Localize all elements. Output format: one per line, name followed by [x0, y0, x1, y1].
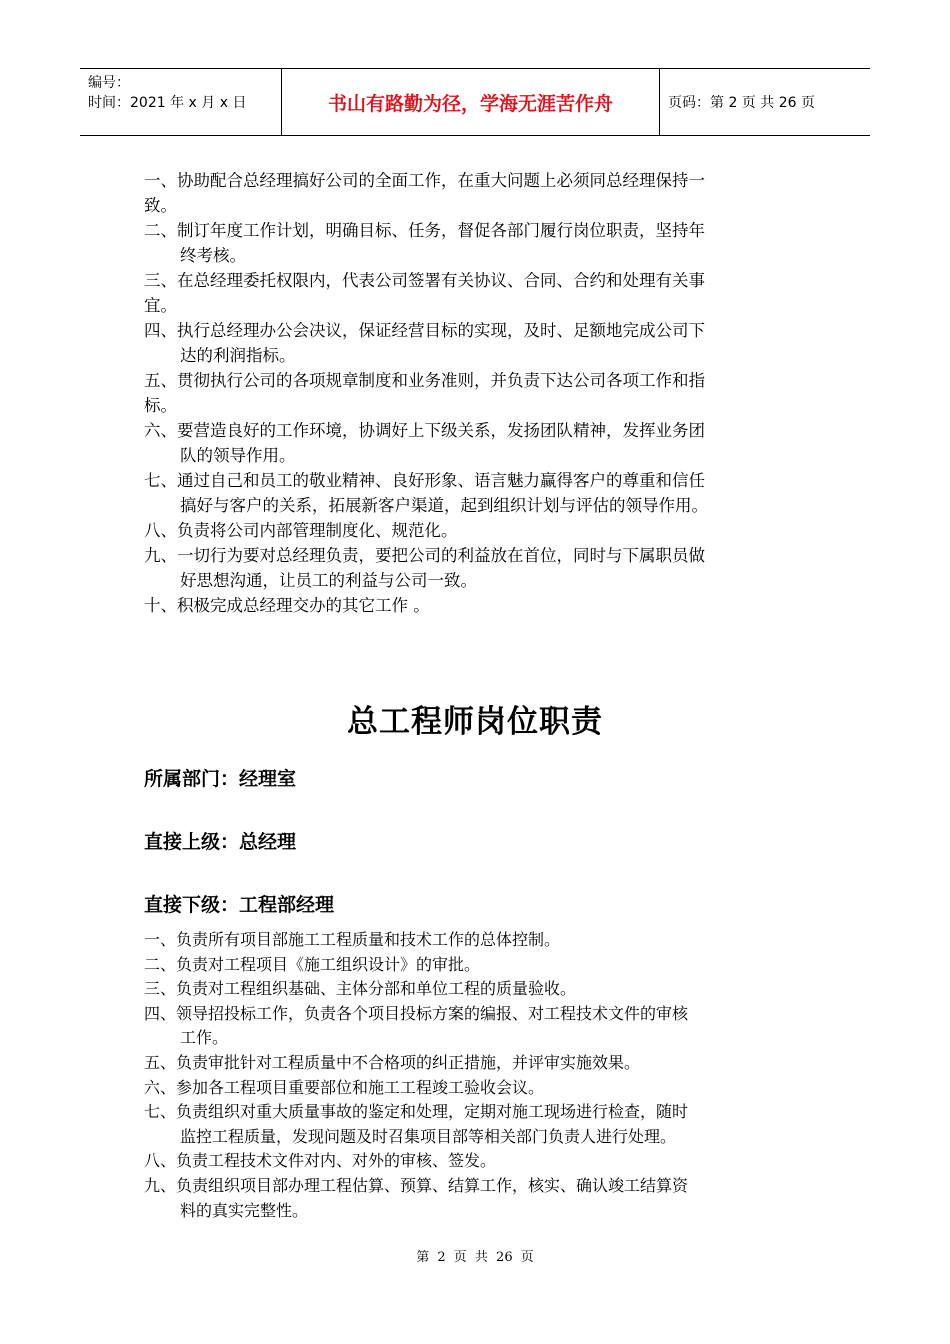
superior-line: 直接上级：总经理: [144, 831, 297, 853]
duty-item-line: 三、负责对工程组织基础、主体分部和单位工程的质量验收。: [144, 979, 577, 999]
duty-item-line: 八、负责将公司内部管理制度化、规范化。: [144, 521, 458, 540]
duty-item-continuation: 监控工程质量，发现问题及时召集项目部等相关部门负责人进行处理。: [180, 1126, 677, 1146]
duty-item: [144, 418, 814, 468]
duty-item-continuation: 好思想沟通，让员工的利益与公司一致。: [180, 571, 477, 590]
duty-item: [144, 368, 814, 418]
header-info-cell: [80, 69, 282, 135]
motto-text: 书山有路勤为径，学海无涯苦作舟: [327, 92, 613, 115]
duty-item: [144, 1100, 814, 1149]
department-line: 所属部门：经理室: [144, 768, 297, 790]
duty-item-line: 二、负责对工程项目《施工组织设计》的审批。: [144, 954, 481, 974]
duty-item: [144, 977, 814, 1002]
duty-item: [144, 1076, 814, 1101]
time-label: 时间：2021 年 x 月 x 日: [88, 95, 247, 111]
duty-item-line: 十、积极完成总经理交办的其它工作 。: [144, 596, 430, 615]
duty-item: [144, 928, 814, 953]
duty-item-line: 一、协助配合总经理搞好公司的全面工作，在重大问题上必须同总经理保持一: [144, 171, 705, 190]
duty-item: [144, 1174, 814, 1223]
duty-list-chief-engineer: [144, 928, 814, 1223]
duty-item-line: 五、贯彻执行公司的各项规章制度和业务准则，并负责下达公司各项工作和指: [144, 371, 705, 390]
duty-item-line: 九、一切行为要对总经理负责，要把公司的利益放在首位，同时与下属职员做: [144, 546, 705, 565]
duty-item: [144, 468, 814, 518]
duty-item-line: 七、负责组织对重大质量事故的鉴定和处理，定期对施工现场进行检查，随时: [144, 1102, 689, 1122]
duty-item: [144, 218, 814, 268]
duty-item-line: 九、负责组织项目部办理工程估算、预算、结算工作，核实、确认竣工结算资: [144, 1175, 689, 1195]
duty-item-continuation: 标。: [144, 396, 177, 415]
page-info: 页码：第 2 页 共 26 页: [668, 95, 815, 111]
duty-item: [144, 1051, 814, 1076]
duty-item: [144, 168, 814, 218]
page-header: [80, 68, 870, 136]
duty-list-deputy-manager: [144, 168, 814, 618]
duty-item-continuation: 达的利润指标。: [180, 346, 296, 365]
section-title: 总工程师岗位职责: [347, 704, 603, 740]
duty-item-continuation: 致。: [144, 196, 177, 215]
duty-item: [144, 1149, 814, 1174]
duty-item-line: 六、要营造良好的工作环境，协调好上下级关系，发扬团队精神，发挥业务团: [144, 421, 705, 440]
duty-item-line: 三、在总经理委托权限内，代表公司签署有关协议、合同、合约和处理有关事: [144, 271, 705, 290]
duty-item-continuation: 队的领导作用。: [180, 446, 296, 465]
duty-item: [144, 318, 814, 368]
duty-item-line: 二、制订年度工作计划，明确目标、任务，督促各部门履行岗位职责，坚持年: [144, 221, 705, 240]
duty-item-line: 一、负责所有项目部施工工程质量和技术工作的总体控制。: [144, 930, 561, 949]
duty-item: [144, 593, 814, 618]
page-footer: 第 2 页 共 26 页: [416, 1250, 534, 1265]
duty-item-continuation: 宜。: [144, 296, 177, 315]
duty-item-continuation: 工作。: [180, 1028, 229, 1048]
duty-item: [144, 268, 814, 318]
duty-item-line: 五、负责审批针对工程质量中不合格项的纠正措施，并评审实施效果。: [144, 1052, 641, 1072]
duty-item-line: 四、领导招投标工作，负责各个项目投标方案的编报、对工程技术文件的审核: [144, 1003, 689, 1023]
duty-item: [144, 518, 814, 543]
duty-item-line: 六、参加各工程项目重要部位和施工工程竣工验收会议。: [144, 1077, 545, 1097]
duty-item-continuation: 料的真实完整性。: [180, 1200, 309, 1220]
duty-item: [144, 543, 814, 593]
duty-item-continuation: 搞好与客户的关系，拓展新客户渠道，起到组织计划与评估的领导作用。: [180, 496, 708, 515]
duty-item-line: 八、负责工程技术文件对内、对外的审核、签发。: [144, 1151, 497, 1171]
duty-item-continuation: 终考核。: [180, 246, 246, 265]
subordinate-line: 直接下级：工程部经理: [144, 894, 335, 916]
number-label: 编号：: [88, 75, 130, 91]
duty-item: [144, 953, 814, 978]
duty-item-line: 四、执行总经理办公会决议，保证经营目标的实现，及时、足额地完成公司下: [144, 321, 705, 340]
header-page-cell: [660, 69, 870, 135]
header-motto-cell: [282, 69, 660, 135]
duty-item-line: 七、通过自己和员工的敬业精神、良好形象、语言魅力赢得客户的尊重和信任: [144, 471, 705, 490]
duty-item: [144, 1002, 814, 1051]
